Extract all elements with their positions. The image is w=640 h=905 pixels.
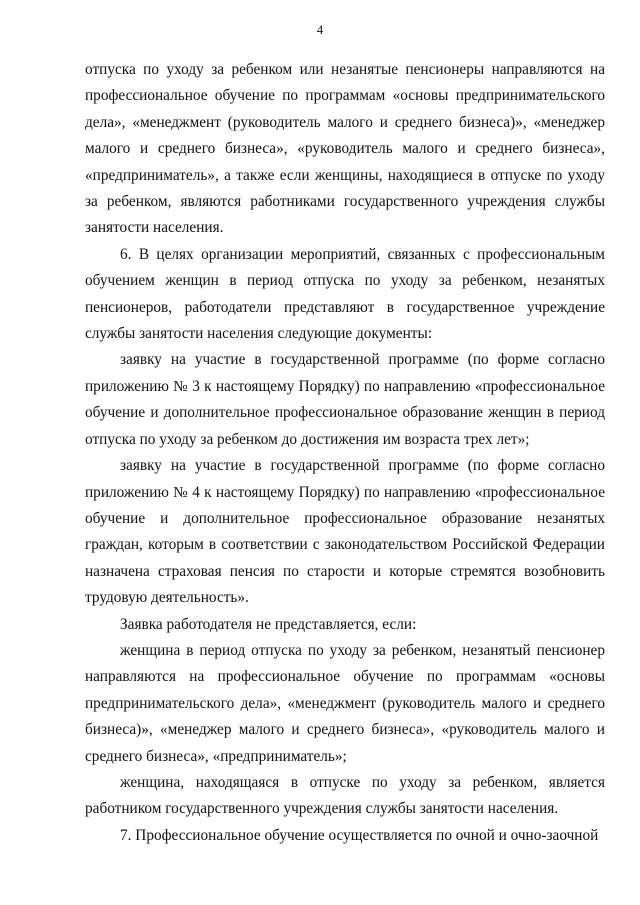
paragraph-item-7: 7. Профессиональное обучение осуществляется по очной и очно-заочной — [120, 826, 599, 844]
paragraph-condition-employee: женщина, находящаяся в отпуске по уходу за ребенком, является работником государственного учреждения службы занятости населения. — [85, 773, 605, 818]
document-body — [85, 57, 605, 849]
paragraph-continuation: отпуска по уходу за ребенком или незанятые пенсионеры направляются на профессиональное обучение по программам «основы предпринимательского дела», «менеджмент (руководитель малого и среднего бизнеса)», «менеджер малого и среднего бизнеса», «руководитель малого и среднего бизнеса», «предприниматель», а также если женщины, находящиеся в отпуске по уходу за ребенком, являются работниками государственного учреждения службы занятости населения. — [85, 61, 605, 237]
paragraph-item-6: 6. В целях организации мероприятий, связанных с профессиональным обучением женщин в период отпуска по уходу за ребенком, незанятых пенсионеров, работодатели представляют в государственное учреждение службы занятости населения следующие документы: — [85, 245, 605, 343]
paragraph-application-form-4: заявку на участие в государственной программе (по форме согласно приложению № 4 к настоящему Порядку) по направлению «профессиональное обучение и дополнительное профессиональное образование незанятых граждан, которым в соответствии с законодательством Российской Федерации назначена страховая пенсия по старости и которые стремятся возобновить трудовую деятельность». — [85, 457, 605, 607]
paragraph-application-form-3: заявку на участие в государственной программе (по форме согласно приложению № 3 к настоящему Порядку) по направлению «профессиональное обучение и дополнительное профессиональное образование женщин в период отпуска по уходу за ребенком до достижения им возраста трех лет»; — [85, 351, 605, 448]
paragraph-no-application-condition: Заявка работодателя не представляется, если: — [120, 615, 417, 633]
paragraph-condition-programs: женщина в период отпуска по уходу за ребенком, незанятый пенсионер направляются на профессиональное обучение по программам «основы предпринимательского дела», «менеджмент (руководитель малого и среднего бизнеса)», «менеджер малого и среднего бизнеса», «руководитель малого и среднего бизнеса», «предприниматель»; — [85, 641, 605, 765]
page-number: 4 — [316, 22, 324, 37]
